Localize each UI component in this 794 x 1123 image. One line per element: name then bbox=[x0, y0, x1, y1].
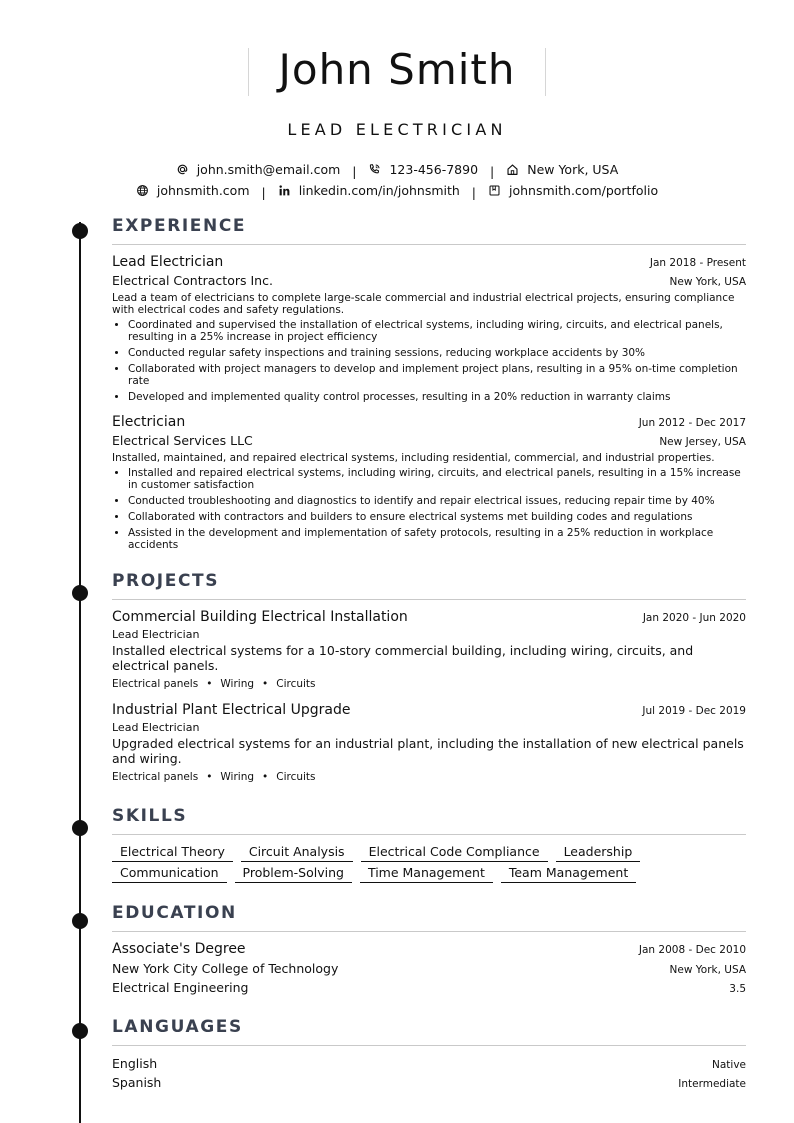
timeline-dot-skills bbox=[72, 820, 88, 836]
company-name: Electrical Contractors Inc. bbox=[112, 273, 273, 288]
entry-header bbox=[112, 253, 746, 272]
project-tags bbox=[112, 768, 746, 786]
contact-email[interactable] bbox=[176, 160, 341, 179]
skill-tag: Communication bbox=[112, 864, 227, 883]
education-section bbox=[112, 901, 746, 997]
languages-section bbox=[112, 1015, 746, 1092]
languages-list bbox=[112, 1054, 746, 1092]
degree-name: Associate's Degree bbox=[112, 941, 246, 957]
section-title-experience: EXPERIENCE bbox=[112, 214, 746, 245]
linkedin-text: linkedin.com/in/johnsmith bbox=[298, 183, 460, 198]
job-bullets bbox=[112, 467, 746, 551]
skills-section bbox=[112, 804, 746, 883]
project-tag: Wiring bbox=[220, 771, 255, 783]
language-row bbox=[112, 1054, 746, 1073]
project-tag: Circuits bbox=[276, 771, 316, 783]
job-bullets bbox=[112, 319, 746, 403]
job-location: New York, USA bbox=[669, 276, 746, 288]
project-entry bbox=[112, 608, 746, 693]
bullet-item: • Developed and implemented quality control processes, resulting in a 20% reduction in warranty claims bbox=[128, 391, 746, 403]
job-title: LEAD ELECTRICIAN bbox=[287, 120, 507, 139]
language-name: Spanish bbox=[112, 1075, 162, 1090]
job-location: New Jersey, USA bbox=[659, 436, 746, 448]
job-date: Jun 2012 - Dec 2017 bbox=[638, 417, 746, 429]
timeline-dot-education bbox=[72, 913, 88, 929]
contact-separator: | bbox=[490, 164, 495, 179]
bullet-item: • Installed and repaired electrical systems, including wiring, circuits, and electrical panels, resulting in a 15% increase in customer satisfaction bbox=[128, 467, 746, 491]
resume-content bbox=[112, 214, 746, 1110]
job-summary: Installed, maintained, and repaired electrical systems, including residential, commercial, and industrial properties. bbox=[112, 452, 715, 464]
job-role: Lead Electrician bbox=[112, 254, 224, 270]
home-icon bbox=[506, 163, 519, 176]
location-text: New York, USA bbox=[527, 162, 619, 177]
experience-entry bbox=[112, 253, 746, 403]
bullet-item: • Conducted regular safety inspections and training sessions, reducing workplace accidents by 30% bbox=[128, 347, 746, 359]
entry-subheader bbox=[112, 959, 746, 978]
skill-tag: Electrical Code Compliance bbox=[361, 843, 548, 862]
skill-tag: Team Management bbox=[501, 864, 636, 883]
website-text: johnsmith.com bbox=[156, 183, 250, 198]
contact-separator: | bbox=[471, 185, 477, 200]
section-title-education: EDUCATION bbox=[112, 901, 746, 932]
project-date: Jan 2020 - Jun 2020 bbox=[642, 612, 746, 624]
projects-section bbox=[112, 569, 746, 786]
project-description: Upgraded electrical systems for an industrial plant, including the installation of new electrical panels and wiring. bbox=[112, 736, 744, 766]
timeline-dot-experience bbox=[72, 223, 88, 239]
tag-bullet: • bbox=[206, 678, 213, 690]
contact-linkedin[interactable] bbox=[278, 181, 460, 200]
timeline-line bbox=[79, 222, 81, 1123]
job-summary: Lead a team of electricians to complete large-scale commercial and industrial electrical projects, ensuring compliance with electrical codes and safety regulations. bbox=[112, 292, 735, 316]
project-role: Lead Electrician bbox=[112, 628, 200, 641]
school-name: New York City College of Technology bbox=[112, 961, 339, 976]
section-title-skills: SKILLS bbox=[112, 804, 746, 835]
experience-entry bbox=[112, 413, 746, 551]
entry-subheader bbox=[112, 432, 746, 450]
skills-list bbox=[112, 843, 746, 883]
globe-icon bbox=[136, 184, 149, 197]
field-of-study: Electrical Engineering bbox=[112, 980, 249, 995]
company-name: Electrical Services LLC bbox=[112, 433, 253, 448]
timeline-dot-languages bbox=[72, 1023, 88, 1039]
education-entry bbox=[112, 940, 746, 997]
project-entry bbox=[112, 701, 746, 786]
bullet-item: • Collaborated with contractors and builders to ensure electrical systems met building codes and regulations bbox=[128, 511, 746, 523]
bullet-item: • Assisted in the development and implementation of safety protocols, resulting in a 25% reduction in workplace accidents bbox=[128, 527, 746, 551]
project-role: Lead Electrician bbox=[112, 721, 200, 734]
job-role: Electrician bbox=[112, 414, 186, 430]
contact-website[interactable] bbox=[136, 181, 250, 200]
contact-location bbox=[506, 160, 618, 179]
email-text: john.smith@email.com bbox=[196, 162, 341, 177]
contact-separator: | bbox=[352, 164, 357, 179]
tag-bullet: • bbox=[262, 678, 269, 690]
entry-subheader bbox=[112, 272, 746, 290]
contact-line-1 bbox=[0, 160, 794, 181]
entry-header bbox=[112, 413, 746, 432]
skill-tag: Problem-Solving bbox=[235, 864, 352, 883]
project-title: Commercial Building Electrical Installation bbox=[112, 609, 408, 625]
entry-detail bbox=[112, 978, 746, 997]
portfolio-text: johnsmith.com/portfolio bbox=[509, 183, 659, 198]
education-date: Jan 2008 - Dec 2010 bbox=[638, 944, 746, 956]
job-date: Jan 2018 - Present bbox=[649, 257, 746, 269]
timeline-dot-projects bbox=[72, 585, 88, 601]
name-block bbox=[248, 40, 545, 100]
bullet-item: • Collaborated with project managers to develop and implement project plans, resulting in a 95% on-time completion rate bbox=[128, 363, 746, 387]
experience-section bbox=[112, 214, 746, 551]
project-tag: Electrical panels bbox=[112, 678, 199, 690]
project-date: Jul 2019 - Dec 2019 bbox=[642, 705, 746, 717]
linkedin-icon bbox=[278, 184, 291, 197]
section-title-projects: PROJECTS bbox=[112, 569, 746, 600]
language-level: Native bbox=[712, 1059, 746, 1071]
candidate-name: John Smith bbox=[278, 45, 516, 94]
skill-tag: Leadership bbox=[556, 843, 641, 862]
project-tag: Wiring bbox=[220, 678, 255, 690]
language-row bbox=[112, 1073, 746, 1092]
bullet-item: • Conducted troubleshooting and diagnostics to identify and repair electrical issues, reducing repair time by 40% bbox=[128, 495, 746, 507]
project-tag: Circuits bbox=[276, 678, 316, 690]
project-description: Installed electrical systems for a 10-story commercial building, including wiring, circuits, and electrical panels. bbox=[112, 643, 694, 673]
entry-header bbox=[112, 608, 746, 627]
gpa-value: 3.5 bbox=[729, 983, 746, 995]
contact-phone[interactable] bbox=[368, 160, 478, 179]
contact-separator: | bbox=[261, 185, 266, 200]
skill-tag: Electrical Theory bbox=[112, 843, 233, 862]
school-location: New York, USA bbox=[669, 964, 746, 976]
project-tag: Electrical panels bbox=[112, 771, 199, 783]
bullet-item: • Coordinated and supervised the installation of electrical systems, including wiring, circuits, and electrical panels, resulting in a 25% increase in project efficiency bbox=[128, 319, 746, 343]
section-title-languages: LANGUAGES bbox=[112, 1015, 746, 1046]
skill-tag: Time Management bbox=[360, 864, 493, 883]
entry-header bbox=[112, 940, 746, 959]
contact-portfolio[interactable] bbox=[488, 181, 658, 200]
tag-bullet: • bbox=[262, 771, 269, 783]
language-level: Intermediate bbox=[678, 1078, 746, 1090]
at-icon bbox=[176, 163, 189, 176]
phone-text: 123-456-7890 bbox=[389, 162, 479, 177]
resume-header bbox=[0, 40, 794, 202]
portfolio-icon bbox=[488, 184, 501, 197]
skill-tag: Circuit Analysis bbox=[241, 843, 353, 862]
entry-header bbox=[112, 701, 746, 720]
language-name: English bbox=[112, 1056, 158, 1071]
project-title: Industrial Plant Electrical Upgrade bbox=[112, 702, 351, 718]
contact-line-2 bbox=[0, 181, 794, 202]
project-tags bbox=[112, 675, 746, 693]
tag-bullet: • bbox=[206, 771, 213, 783]
phone-icon bbox=[368, 163, 381, 176]
